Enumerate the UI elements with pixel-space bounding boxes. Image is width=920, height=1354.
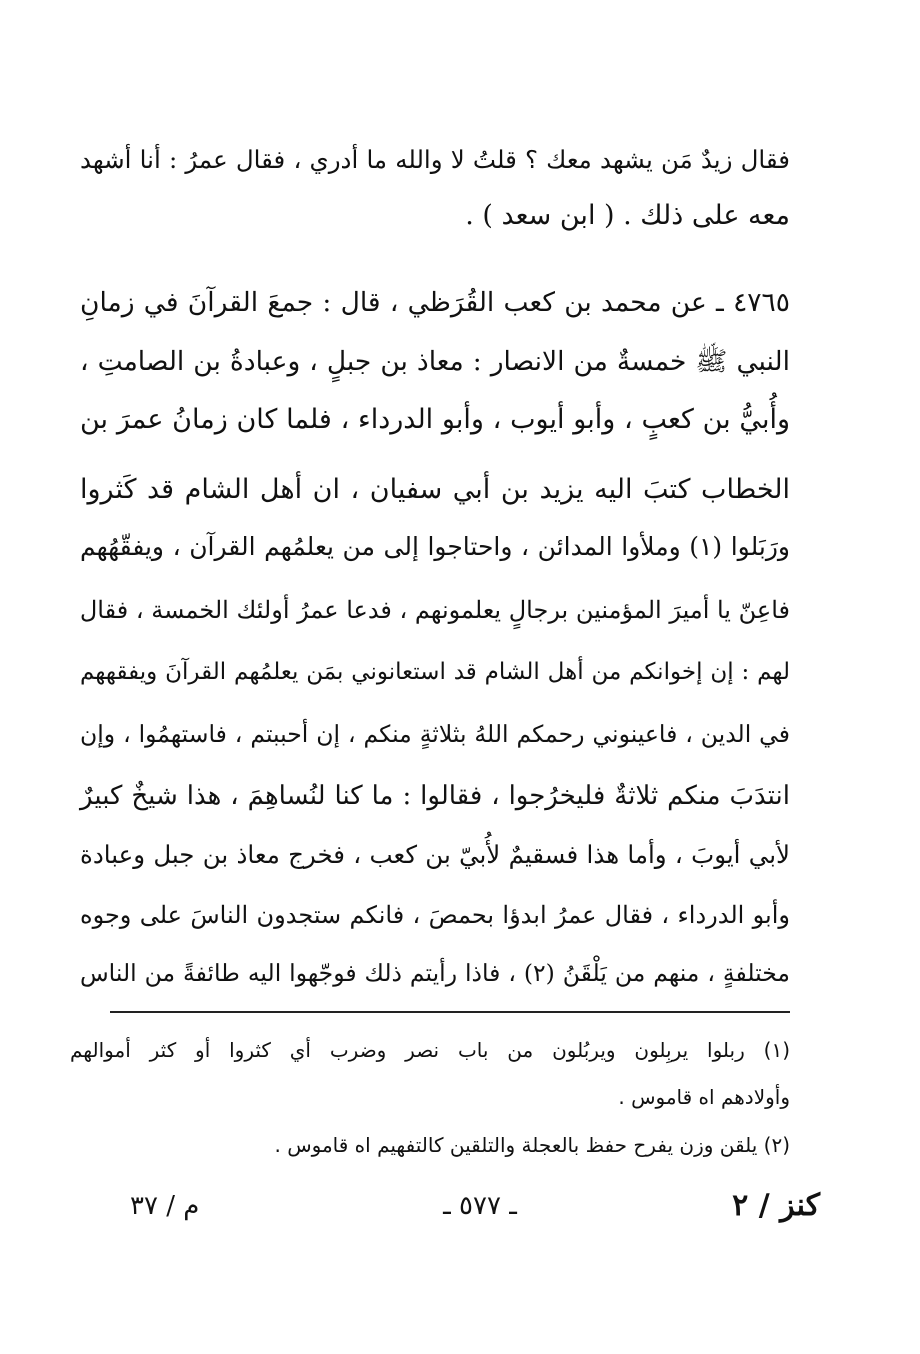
body-line-2: معه على ذلك . ( ابن سعد ) . <box>465 200 790 231</box>
hadith-line-3: وأُبيُّ بن كعبٍ ، وأبو أيوب ، وأبو الدرداء ، فلما كان زمانُ عمرَ بن <box>80 404 790 435</box>
hadith-line-9: انتدَبَ منكم ثلاثةٌ فليخرُجوا ، فقالوا : ما كنا لنُساهِمَ ، هذا شيخٌ كبيرٌ <box>80 781 790 811</box>
footnote-1-continued: وأولادهم اه قاموس . <box>618 1085 790 1109</box>
hadith-4765-line-1: ٤٧٦٥ ـ عن محمد بن كعب القُرَظي ، قال : جمعَ القرآنَ في زمانِ <box>80 287 790 318</box>
page-number: ـ ٥٧٧ ـ <box>443 1191 517 1221</box>
footnote-2: (٢) يلقن وزن يفرح حفظ بالعجلة والتلقين كالتفهيم اه قاموس . <box>274 1133 790 1157</box>
hadith-line-11: وأبو الدرداء ، فقال عمرُ ابدؤا بحمصَ ، فانكم ستجدون الناسَ على وجوه <box>80 901 790 929</box>
hadith-line-6: فاعِنّ يا أميرَ المؤمنين برجالٍ يعلمونهم ، فدعا عمرُ أولئك الخمسة ، فقال <box>79 596 790 624</box>
footnote-1: (١) ربلوا يربِلون ويربُلون من باب نصر وضرب أي كثروا أو كثر أموالهم <box>70 1038 790 1062</box>
hadith-line-2: النبي ﷺ خمسةٌ من الانصار : معاذ بن جبلٍ ، وعبادةُ بن الصامتِ ، <box>80 346 790 377</box>
hadith-line-12: مختلفةٍ ، منهم من يَلْقَنُ (٢) ، فاذا رأيتم ذلك فوجّهوا اليه طائفةً من الناس <box>80 959 790 987</box>
signature-right: كنز / ٢ <box>732 1188 820 1223</box>
body-line-1: فقال زيدٌ مَن يشهد معك ؟ قلتُ لا والله ما أدري ، فقال عمرُ : أنا أشهد <box>80 145 790 174</box>
hadith-line-7: لهم : إن إخوانكم من أهل الشام قد استعانوني بمَن يعلمُهم القرآنَ ويفقههم <box>80 659 790 685</box>
footnote-separator <box>110 1011 790 1013</box>
hadith-line-10: لأبي أيوبَ ، وأما هذا فسقيمٌ لأُبيّ بن كعب ، فخرج معاذ بن جبل وعبادة <box>80 840 790 869</box>
hadith-line-5: ورَبَلوا (١) وملأوا المدائن ، واحتاجوا إلى من يعلمُهم القرآن ، ويفقّهُهم <box>80 532 790 561</box>
hadith-line-4: الخطاب كتبَ اليه يزيد بن أبي سفيان ، ان أهل الشام قد كَثروا <box>80 474 790 505</box>
hadith-line-8: في الدين ، فاعينوني رحمكم اللهُ بثلاثةٍ منكم ، إن أحببتم ، فاستهمُوا ، وإن <box>80 720 790 748</box>
signature-left: م / ٣٧ <box>130 1191 200 1221</box>
